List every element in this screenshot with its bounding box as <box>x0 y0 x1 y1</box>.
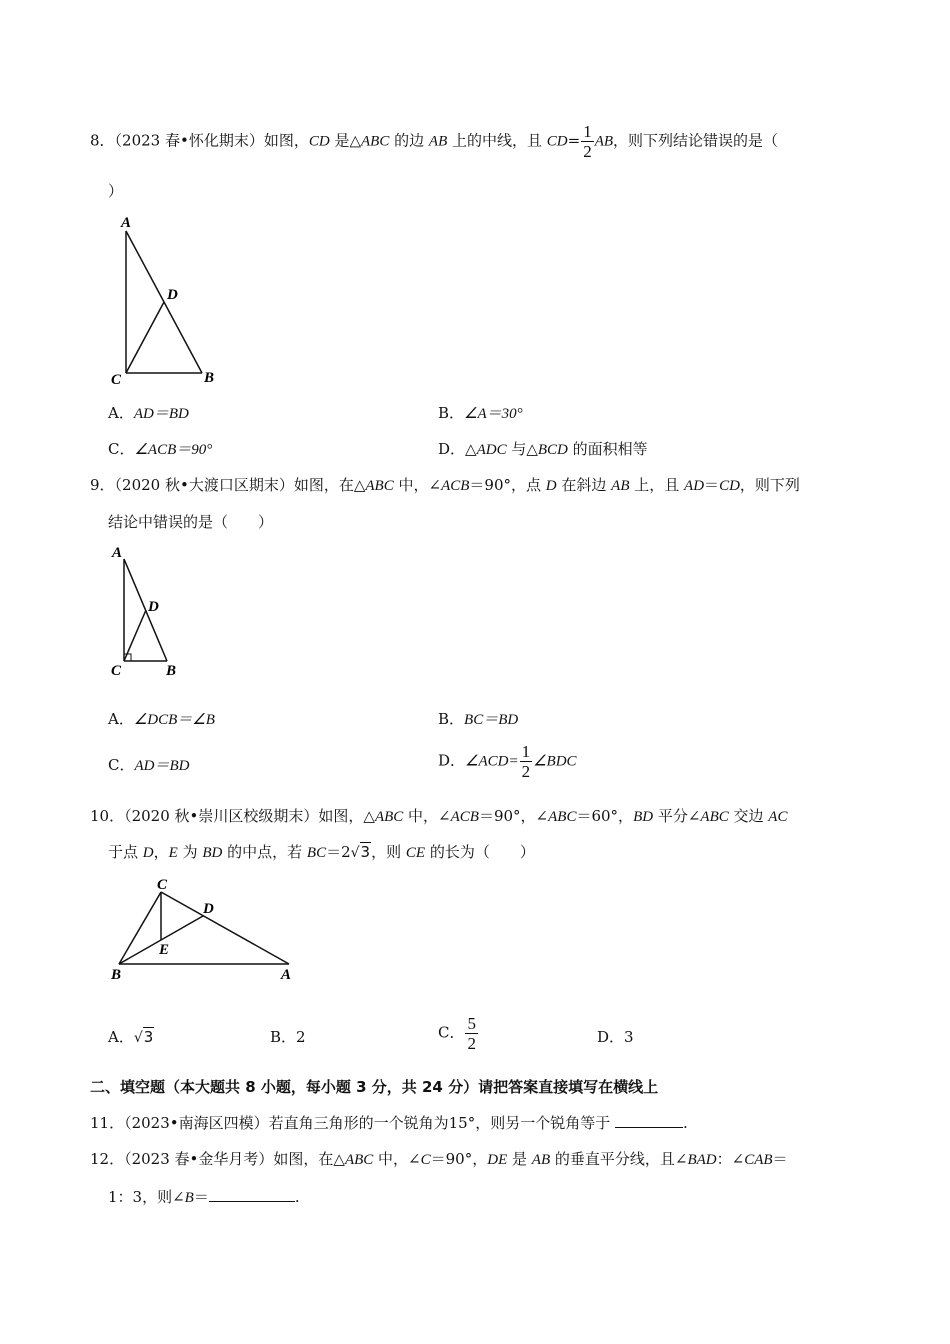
q9-d-fraction <box>520 743 533 780</box>
option-text: BC＝BD <box>464 712 519 728</box>
option-text: △ <box>465 440 477 458</box>
q12-text: 的垂直平分线，且∠ <box>550 1150 688 1168</box>
q10-text: 的长为（ ） <box>425 843 535 861</box>
q10-number: 10． <box>90 807 125 825</box>
q8-var: CD <box>308 133 330 150</box>
q10-option-a[interactable] <box>108 1026 154 1047</box>
q10-text: 平分∠ <box>653 807 701 825</box>
option-label: A． <box>108 404 134 422</box>
q10-label-c: C <box>157 877 168 893</box>
radical-icon: √ <box>350 845 360 861</box>
q10-edge-bc <box>119 892 161 964</box>
q8-var: AB <box>594 133 614 150</box>
q8-text: 是△ <box>329 131 362 150</box>
q10-var: BD <box>202 845 223 861</box>
radicand: 3 <box>143 1028 154 1046</box>
question-8-line-1 <box>90 123 778 160</box>
q8-option-c[interactable] <box>108 438 212 459</box>
q9-number: 9． <box>90 476 115 494</box>
question-12-line-1 <box>90 1148 788 1169</box>
q12-text: ＝90°， <box>430 1150 488 1168</box>
q10-option-c[interactable] <box>438 1015 479 1052</box>
q9-text: 在斜边 <box>556 476 612 494</box>
option-text: 与△ <box>506 440 538 458</box>
q12-var: C <box>420 1152 431 1168</box>
q11-answer-blank[interactable] <box>615 1113 683 1128</box>
q12-text: ＝ <box>772 1150 788 1168</box>
q8-label-b: B <box>204 370 215 386</box>
q10-text: 为 <box>177 843 203 861</box>
q10-text: 交边 <box>728 807 769 825</box>
q10-var: BD <box>633 809 654 825</box>
q10-text: 中，∠ <box>403 807 451 825</box>
q10-text: ， <box>153 843 169 861</box>
option-label: B． <box>438 404 465 422</box>
option-label: B． <box>438 710 465 728</box>
q10-c-fraction <box>465 1015 478 1052</box>
q8-text: 上的中线，且 <box>447 131 547 150</box>
option-label: D． <box>597 1028 625 1046</box>
q10-var: AC <box>768 809 788 825</box>
option-label: D． <box>438 751 466 770</box>
question-9-line-2: 结论中错误的是（ ） <box>108 513 274 531</box>
option-label: A． <box>108 1028 134 1046</box>
q11-text: 若直角三角形的一个锐角为15°，则另一个锐角等于 <box>268 1114 615 1132</box>
q12-text: . <box>294 1188 300 1206</box>
option-var: ADC <box>476 442 507 458</box>
q10-text: ＝90°，∠ <box>478 807 549 825</box>
q10-option-d[interactable] <box>597 1026 634 1047</box>
section-2-title: 二、填空题（本大题共 8 小题，每小题 3 分，共 24 分）请把答案直接填写在横线上 <box>90 1078 659 1096</box>
question-11 <box>90 1112 688 1133</box>
q12-text: 是 <box>507 1150 532 1168</box>
q12-text: ：∠ <box>716 1150 745 1168</box>
q9-figure <box>105 540 195 682</box>
q12-number: 12． <box>90 1150 125 1168</box>
q8-fraction <box>581 123 594 160</box>
q9-var: CD <box>719 478 740 494</box>
option-text: ∠ACB＝90° <box>134 442 213 458</box>
q9-text: 上，且 <box>629 476 685 494</box>
q11-number: 11． <box>90 1114 125 1132</box>
q10-label-a: A <box>281 967 292 983</box>
option-label: D． <box>438 440 466 458</box>
q9-text: ，则下列 <box>739 476 800 494</box>
q10-text: ＝60°， <box>576 807 634 825</box>
q10-label-d: D <box>203 901 214 917</box>
q8-var: ABC <box>361 133 390 150</box>
fraction-numerator: 1 <box>583 122 592 141</box>
fraction-numerator: 1 <box>521 742 531 761</box>
q8-text: 的边 <box>389 131 429 150</box>
q10-text: ，则 <box>371 843 406 861</box>
q11-source: （2023•南海区四模） <box>124 1114 269 1132</box>
q9-label-c: C <box>111 663 122 679</box>
q12-text: 如图，在△ <box>273 1150 345 1168</box>
q8-label-c: C <box>111 372 122 388</box>
q12-text: 1：3，则∠ <box>108 1188 185 1206</box>
q8-option-d[interactable] <box>438 438 648 459</box>
option-var: BCD <box>537 442 568 458</box>
q9-option-b[interactable] <box>438 708 518 729</box>
option-label: A． <box>108 710 134 728</box>
q9-label-d: D <box>148 599 159 615</box>
q9-var: AD <box>684 478 705 494</box>
q10-var: ABC <box>374 809 404 825</box>
radical-icon: √ <box>133 1030 143 1046</box>
q8-var: AB <box>428 133 448 150</box>
fraction-denominator: 2 <box>521 762 531 781</box>
q9-var: AB <box>611 478 630 494</box>
fraction-denominator: 2 <box>583 142 592 161</box>
q8-var: CD <box>546 133 568 150</box>
q8-label-a: A <box>121 215 132 231</box>
option-text: ∠ACD= <box>465 753 519 770</box>
q8-text: 如图， <box>263 131 309 150</box>
q9-text: 如图，在△ <box>293 476 366 494</box>
option-text: AD＝BD <box>134 758 190 774</box>
q12-var: BAD <box>687 1152 717 1168</box>
q9-option-a[interactable] <box>108 708 215 729</box>
q8-text: = <box>567 131 581 150</box>
option-text: AD＝BD <box>133 406 189 422</box>
q9-edge-cd <box>124 610 146 661</box>
q11-text: . <box>682 1114 688 1132</box>
fraction-denominator: 2 <box>467 1034 476 1053</box>
q12-source: （2023 春•金华月考） <box>124 1150 274 1168</box>
question-10-line-1 <box>90 805 787 826</box>
q9-label-b: B <box>166 663 177 679</box>
q9-text: ＝90°，点 <box>469 476 546 494</box>
q9-var: ABC <box>365 478 394 494</box>
q8-source: （2023 春•怀化期末） <box>114 131 264 150</box>
q10-label-b: B <box>111 967 122 983</box>
q9-source: （2020 秋•大渡口区期末） <box>114 476 294 494</box>
q10-source: （2020 秋•崇川区校级期末） <box>124 807 319 825</box>
fraction-numerator: 5 <box>467 1014 476 1033</box>
q10-var: D <box>142 845 154 861</box>
q10-option-b[interactable] <box>270 1026 306 1047</box>
q12-text: ＝ <box>193 1188 209 1206</box>
q10-text: 如图，△ <box>318 807 375 825</box>
q9-text: ＝ <box>704 476 720 494</box>
q8-text: ，则下列结论错误的是（ <box>613 131 779 150</box>
q10-edge-ca <box>161 892 289 964</box>
q12-text: 中，∠ <box>373 1150 421 1168</box>
q10-label-e: E <box>159 942 170 958</box>
option-label: C． <box>108 440 135 458</box>
q10-var: CE <box>405 845 426 861</box>
q8-option-a[interactable] <box>108 402 189 423</box>
option-text: ∠DCB＝∠B <box>133 712 215 728</box>
question-9-line-1 <box>90 474 800 495</box>
q12-var: AB <box>531 1152 551 1168</box>
q10-text: 于点 <box>108 843 143 861</box>
q10-var: ABC <box>548 809 577 825</box>
q9-var: ACB <box>441 478 470 494</box>
q8-close-paren: ） <box>108 182 124 200</box>
q9-option-c[interactable] <box>108 754 189 775</box>
question-10-line-2 <box>108 841 535 862</box>
option-label: C． <box>438 1023 465 1042</box>
q10-text: ＝2 <box>326 843 351 861</box>
q10-var: ABC <box>700 809 729 825</box>
q8-label-d: D <box>167 287 178 303</box>
q12-answer-blank[interactable] <box>209 1187 295 1202</box>
q8-edge-cd <box>126 302 164 373</box>
q10-var: BC <box>306 845 327 861</box>
option-text: 2 <box>296 1028 306 1046</box>
q8-option-b[interactable] <box>438 402 523 423</box>
radicand: 3 <box>360 843 371 861</box>
question-12-line-2 <box>108 1186 300 1207</box>
option-text: ∠A＝30° <box>464 406 523 422</box>
option-text: 3 <box>624 1028 634 1046</box>
q9-label-a: A <box>112 545 123 561</box>
option-label: B． <box>270 1028 297 1046</box>
q10-var: ACB <box>450 809 479 825</box>
q10-figure <box>105 872 305 987</box>
q10-var: E <box>168 845 178 861</box>
q9-option-d[interactable] <box>438 743 577 780</box>
q8-figure <box>105 210 235 390</box>
q9-var: D <box>545 478 557 494</box>
q12-var: DE <box>487 1152 508 1168</box>
q8-number: 8． <box>90 131 115 150</box>
option-text: 的面积相等 <box>567 440 648 458</box>
option-label: C． <box>108 756 135 774</box>
q9-text: 中，∠ <box>393 476 442 494</box>
q12-var: ABC <box>344 1152 374 1168</box>
q10-text: 的中点，若 <box>222 843 307 861</box>
option-text: ∠BDC <box>533 753 577 770</box>
q12-var: CAB <box>744 1152 773 1168</box>
q12-var: B <box>184 1190 194 1206</box>
